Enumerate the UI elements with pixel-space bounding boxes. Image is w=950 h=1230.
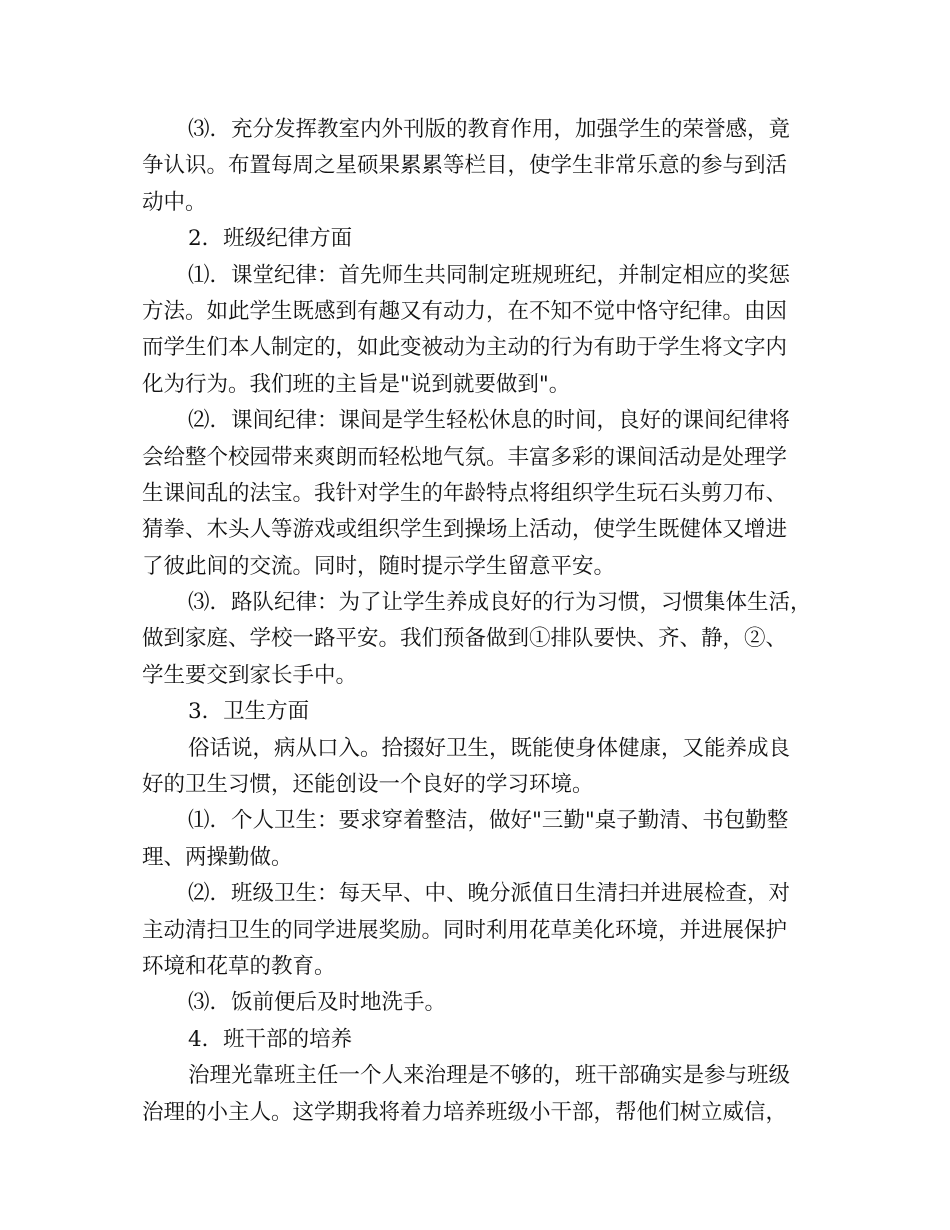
text-line: 治理的小主人。这学期我将着力培养班级小干部，帮他们树立威信，: [142, 1099, 788, 1125]
text-line: ⑵．班级卫生：每天早、中、晚分派值日生清扫并进展检查，对: [188, 881, 791, 907]
section-heading: 3．卫生方面: [188, 699, 310, 725]
text-line: 方法。如此学生既感到有趣又有动力，在不知不觉中恪守纪律。由因: [142, 298, 788, 324]
document-body: [142, 112, 812, 1131]
text-line: ⑶．路队纪律：为了让学生养成良好的行为习惯，习惯集体生活，: [188, 590, 812, 616]
text-line: ⑴．课堂纪律：首先师生共同制定班规班纪，并制定相应的奖惩: [188, 262, 791, 288]
text-line: 化为行为。我们班的主旨是"说到就要做到"。: [142, 371, 571, 397]
text-line: 好的卫生习惯，还能创设一个良好的学习环境。: [142, 772, 594, 798]
text-line: 了彼此间的交流。同时，随时提示学生留意平安。: [142, 553, 616, 579]
text-line: 生课间乱的法宝。我针对学生的年龄特点将组织学生玩石头剪刀布、: [142, 480, 788, 506]
text-line: 猜拳、木头人等游戏或组织学生到操场上活动，使学生既健体又增进: [142, 517, 788, 543]
text-line: ⑴．个人卫生：要求穿着整洁，做好"三勤"桌子勤清、书包勤整: [188, 808, 789, 834]
text-line: 俗话说，病从口入。拾掇好卫生，既能使身体健康，又能养成良: [188, 735, 791, 761]
text-line: ⑶．充分发挥教室内外刊版的教育作用，加强学生的荣誉感，竟: [188, 117, 791, 142]
section-heading: 4．班干部的培养: [188, 1026, 353, 1052]
text-line: 做到家庭、学校一路平安。我们预备做到①排队要快、齐、静，②、: [142, 626, 788, 652]
text-line: 主动清扫卫生的同学进展奖励。同时利用花草美化环境，并进展保护: [142, 917, 788, 943]
text-line: 理、两操勤做。: [142, 844, 293, 870]
text-line: 动中。: [142, 189, 207, 215]
text-line: 学生要交到家长手中。: [142, 662, 358, 688]
text-line: 而学生们本人制定的，如此变被动为主动的行为有助于学生将文字内: [142, 335, 788, 361]
text-line: 环境和花草的教育。: [142, 953, 336, 979]
text-line: ⑶．饭前便后及时地洗手。: [188, 990, 447, 1016]
section-heading: 2．班级纪律方面: [188, 226, 353, 252]
text-line: 会给整个校园带来爽朗而轻松地气氛。丰富多彩的课间活动是处理学: [142, 444, 788, 470]
text-line: 争认识。布置每周之星硕果累累等栏目，使学生非常乐意的参与到活: [142, 153, 788, 179]
text-line: ⑵．课间纪律：课间是学生轻松休息的时间，良好的课间纪律将: [188, 408, 791, 434]
text-line: 治理光靠班主任一个人来治理是不够的，班干部确实是参与班级: [188, 1063, 791, 1089]
